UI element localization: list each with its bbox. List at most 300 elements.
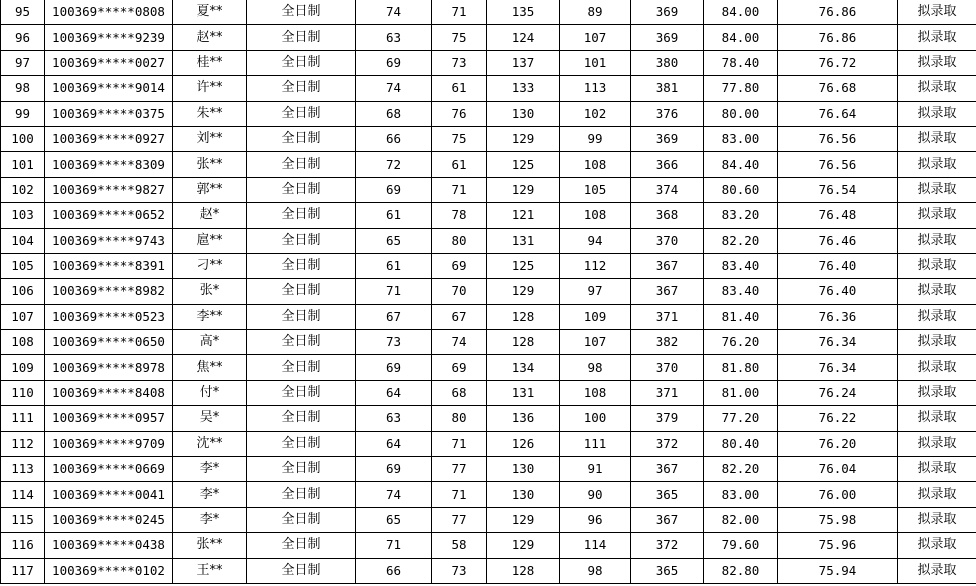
score2-cell: 80	[432, 406, 487, 431]
table-row	[1, 50, 976, 75]
interview-score-cell: 77.20	[704, 406, 778, 431]
rank-cell: 96	[1, 25, 45, 50]
rank-cell: 99	[1, 101, 45, 126]
table-row	[1, 177, 976, 202]
score4-cell: 111	[560, 431, 631, 456]
table-body	[1, 0, 976, 583]
status-cell: 拟录取	[898, 101, 976, 126]
rank-cell: 107	[1, 304, 45, 329]
name-cell: 赵*	[173, 203, 247, 228]
total-score-cell: 371	[631, 380, 704, 405]
score2-cell: 71	[432, 177, 487, 202]
score2-cell: 61	[432, 76, 487, 101]
table-row	[1, 279, 976, 304]
score1-cell: 64	[356, 380, 432, 405]
study-mode-cell: 全日制	[247, 304, 356, 329]
final-score-cell: 76.46	[778, 228, 898, 253]
score2-cell: 78	[432, 203, 487, 228]
rank-cell: 109	[1, 355, 45, 380]
score4-cell: 112	[560, 253, 631, 278]
final-score-cell: 75.98	[778, 507, 898, 532]
final-score-cell: 76.86	[778, 25, 898, 50]
score4-cell: 105	[560, 177, 631, 202]
total-score-cell: 367	[631, 507, 704, 532]
total-score-cell: 368	[631, 203, 704, 228]
table-row	[1, 330, 976, 355]
study-mode-cell: 全日制	[247, 228, 356, 253]
table-row	[1, 203, 976, 228]
study-mode-cell: 全日制	[247, 457, 356, 482]
name-cell: 夏**	[173, 0, 247, 25]
score3-cell: 131	[487, 380, 560, 405]
total-score-cell: 369	[631, 126, 704, 151]
final-score-cell: 76.68	[778, 76, 898, 101]
candidate-id-cell: 100369*****0523	[45, 304, 173, 329]
status-cell: 拟录取	[898, 25, 976, 50]
total-score-cell: 371	[631, 304, 704, 329]
study-mode-cell: 全日制	[247, 558, 356, 583]
score3-cell: 121	[487, 203, 560, 228]
name-cell: 李*	[173, 482, 247, 507]
score1-cell: 69	[356, 355, 432, 380]
total-score-cell: 370	[631, 228, 704, 253]
study-mode-cell: 全日制	[247, 482, 356, 507]
score1-cell: 66	[356, 558, 432, 583]
table-row	[1, 482, 976, 507]
rank-cell: 98	[1, 76, 45, 101]
score4-cell: 107	[560, 330, 631, 355]
study-mode-cell: 全日制	[247, 380, 356, 405]
rank-cell: 111	[1, 406, 45, 431]
score2-cell: 77	[432, 507, 487, 532]
score1-cell: 73	[356, 330, 432, 355]
study-mode-cell: 全日制	[247, 507, 356, 532]
name-cell: 桂**	[173, 50, 247, 75]
status-cell: 拟录取	[898, 533, 976, 558]
name-cell: 许**	[173, 76, 247, 101]
final-score-cell: 75.94	[778, 558, 898, 583]
name-cell: 李**	[173, 304, 247, 329]
score1-cell: 63	[356, 25, 432, 50]
score4-cell: 98	[560, 355, 631, 380]
table-row	[1, 380, 976, 405]
score4-cell: 108	[560, 380, 631, 405]
rank-cell: 117	[1, 558, 45, 583]
candidate-id-cell: 100369*****8309	[45, 152, 173, 177]
candidate-id-cell: 100369*****8978	[45, 355, 173, 380]
interview-score-cell: 82.20	[704, 228, 778, 253]
status-cell: 拟录取	[898, 457, 976, 482]
interview-score-cell: 77.80	[704, 76, 778, 101]
final-score-cell: 76.40	[778, 279, 898, 304]
status-cell: 拟录取	[898, 558, 976, 583]
score3-cell: 137	[487, 50, 560, 75]
candidate-id-cell: 100369*****9014	[45, 76, 173, 101]
score3-cell: 131	[487, 228, 560, 253]
rank-cell: 115	[1, 507, 45, 532]
total-score-cell: 372	[631, 431, 704, 456]
candidate-id-cell: 100369*****0438	[45, 533, 173, 558]
final-score-cell: 76.00	[778, 482, 898, 507]
score2-cell: 73	[432, 558, 487, 583]
final-score-cell: 76.56	[778, 126, 898, 151]
rank-cell: 116	[1, 533, 45, 558]
score1-cell: 69	[356, 457, 432, 482]
candidate-id-cell: 100369*****0652	[45, 203, 173, 228]
candidate-id-cell: 100369*****0650	[45, 330, 173, 355]
candidate-id-cell: 100369*****8408	[45, 380, 173, 405]
total-score-cell: 366	[631, 152, 704, 177]
status-cell: 拟录取	[898, 177, 976, 202]
final-score-cell: 76.64	[778, 101, 898, 126]
study-mode-cell: 全日制	[247, 126, 356, 151]
score4-cell: 114	[560, 533, 631, 558]
total-score-cell: 379	[631, 406, 704, 431]
total-score-cell: 367	[631, 279, 704, 304]
score3-cell: 126	[487, 431, 560, 456]
score4-cell: 97	[560, 279, 631, 304]
status-cell: 拟录取	[898, 380, 976, 405]
final-score-cell: 76.22	[778, 406, 898, 431]
status-cell: 拟录取	[898, 0, 976, 25]
candidate-id-cell: 100369*****0245	[45, 507, 173, 532]
final-score-cell: 76.36	[778, 304, 898, 329]
study-mode-cell: 全日制	[247, 25, 356, 50]
candidate-id-cell: 100369*****0041	[45, 482, 173, 507]
study-mode-cell: 全日制	[247, 203, 356, 228]
score4-cell: 108	[560, 152, 631, 177]
score3-cell: 129	[487, 533, 560, 558]
interview-score-cell: 78.40	[704, 50, 778, 75]
score2-cell: 58	[432, 533, 487, 558]
score3-cell: 128	[487, 558, 560, 583]
total-score-cell: 381	[631, 76, 704, 101]
study-mode-cell: 全日制	[247, 406, 356, 431]
score3-cell: 130	[487, 101, 560, 126]
candidate-id-cell: 100369*****0927	[45, 126, 173, 151]
score4-cell: 100	[560, 406, 631, 431]
score1-cell: 65	[356, 507, 432, 532]
name-cell: 张*	[173, 279, 247, 304]
interview-score-cell: 80.40	[704, 431, 778, 456]
name-cell: 李*	[173, 457, 247, 482]
study-mode-cell: 全日制	[247, 533, 356, 558]
final-score-cell: 76.34	[778, 330, 898, 355]
rank-cell: 106	[1, 279, 45, 304]
interview-score-cell: 80.00	[704, 101, 778, 126]
score1-cell: 61	[356, 203, 432, 228]
score2-cell: 75	[432, 25, 487, 50]
score1-cell: 63	[356, 406, 432, 431]
interview-score-cell: 83.00	[704, 482, 778, 507]
table-row	[1, 126, 976, 151]
final-score-cell: 76.56	[778, 152, 898, 177]
rank-cell: 113	[1, 457, 45, 482]
score1-cell: 74	[356, 0, 432, 25]
study-mode-cell: 全日制	[247, 101, 356, 126]
name-cell: 王**	[173, 558, 247, 583]
score4-cell: 99	[560, 126, 631, 151]
score4-cell: 89	[560, 0, 631, 25]
final-score-cell: 76.54	[778, 177, 898, 202]
score3-cell: 129	[487, 279, 560, 304]
score1-cell: 71	[356, 279, 432, 304]
score2-cell: 61	[432, 152, 487, 177]
status-cell: 拟录取	[898, 431, 976, 456]
score1-cell: 66	[356, 126, 432, 151]
interview-score-cell: 80.60	[704, 177, 778, 202]
status-cell: 拟录取	[898, 482, 976, 507]
total-score-cell: 367	[631, 253, 704, 278]
name-cell: 付*	[173, 380, 247, 405]
rank-cell: 105	[1, 253, 45, 278]
table-row	[1, 101, 976, 126]
table-row	[1, 228, 976, 253]
total-score-cell: 374	[631, 177, 704, 202]
score1-cell: 72	[356, 152, 432, 177]
score4-cell: 102	[560, 101, 631, 126]
status-cell: 拟录取	[898, 76, 976, 101]
candidate-id-cell: 100369*****9709	[45, 431, 173, 456]
score3-cell: 130	[487, 457, 560, 482]
candidate-id-cell: 100369*****0669	[45, 457, 173, 482]
score4-cell: 107	[560, 25, 631, 50]
score1-cell: 64	[356, 431, 432, 456]
total-score-cell: 372	[631, 533, 704, 558]
interview-score-cell: 79.60	[704, 533, 778, 558]
status-cell: 拟录取	[898, 330, 976, 355]
score3-cell: 136	[487, 406, 560, 431]
name-cell: 沈**	[173, 431, 247, 456]
name-cell: 扈**	[173, 228, 247, 253]
score4-cell: 98	[560, 558, 631, 583]
total-score-cell: 369	[631, 0, 704, 25]
score3-cell: 135	[487, 0, 560, 25]
table-row	[1, 253, 976, 278]
study-mode-cell: 全日制	[247, 253, 356, 278]
score2-cell: 67	[432, 304, 487, 329]
interview-score-cell: 81.00	[704, 380, 778, 405]
study-mode-cell: 全日制	[247, 279, 356, 304]
score1-cell: 69	[356, 177, 432, 202]
score4-cell: 96	[560, 507, 631, 532]
total-score-cell: 376	[631, 101, 704, 126]
score2-cell: 80	[432, 228, 487, 253]
status-cell: 拟录取	[898, 152, 976, 177]
score4-cell: 108	[560, 203, 631, 228]
table-row	[1, 304, 976, 329]
score2-cell: 73	[432, 50, 487, 75]
candidate-id-cell: 100369*****0102	[45, 558, 173, 583]
table-row	[1, 533, 976, 558]
score2-cell: 76	[432, 101, 487, 126]
score3-cell: 125	[487, 253, 560, 278]
score1-cell: 74	[356, 482, 432, 507]
interview-score-cell: 84.00	[704, 25, 778, 50]
score3-cell: 129	[487, 507, 560, 532]
score2-cell: 71	[432, 431, 487, 456]
candidate-id-cell: 100369*****0375	[45, 101, 173, 126]
candidate-id-cell: 100369*****9827	[45, 177, 173, 202]
table-row	[1, 558, 976, 583]
rank-cell: 112	[1, 431, 45, 456]
name-cell: 刘**	[173, 126, 247, 151]
rank-cell: 102	[1, 177, 45, 202]
final-score-cell: 76.04	[778, 457, 898, 482]
score1-cell: 68	[356, 101, 432, 126]
study-mode-cell: 全日制	[247, 177, 356, 202]
interview-score-cell: 82.20	[704, 457, 778, 482]
score3-cell: 130	[487, 482, 560, 507]
name-cell: 赵**	[173, 25, 247, 50]
final-score-cell: 75.96	[778, 533, 898, 558]
interview-score-cell: 81.80	[704, 355, 778, 380]
score1-cell: 71	[356, 533, 432, 558]
score2-cell: 75	[432, 126, 487, 151]
status-cell: 拟录取	[898, 50, 976, 75]
rank-cell: 100	[1, 126, 45, 151]
rank-cell: 114	[1, 482, 45, 507]
status-cell: 拟录取	[898, 279, 976, 304]
name-cell: 李*	[173, 507, 247, 532]
final-score-cell: 76.40	[778, 253, 898, 278]
final-score-cell: 76.34	[778, 355, 898, 380]
final-score-cell: 76.72	[778, 50, 898, 75]
score2-cell: 69	[432, 253, 487, 278]
score1-cell: 74	[356, 76, 432, 101]
status-cell: 拟录取	[898, 507, 976, 532]
total-score-cell: 365	[631, 482, 704, 507]
score2-cell: 70	[432, 279, 487, 304]
interview-score-cell: 83.00	[704, 126, 778, 151]
score4-cell: 91	[560, 457, 631, 482]
interview-score-cell: 83.40	[704, 253, 778, 278]
name-cell: 高*	[173, 330, 247, 355]
interview-score-cell: 84.40	[704, 152, 778, 177]
candidate-id-cell: 100369*****9239	[45, 25, 173, 50]
score4-cell: 90	[560, 482, 631, 507]
study-mode-cell: 全日制	[247, 330, 356, 355]
study-mode-cell: 全日制	[247, 152, 356, 177]
interview-score-cell: 82.80	[704, 558, 778, 583]
score4-cell: 94	[560, 228, 631, 253]
score3-cell: 129	[487, 126, 560, 151]
final-score-cell: 76.86	[778, 0, 898, 25]
table-row	[1, 431, 976, 456]
candidate-id-cell: 100369*****9743	[45, 228, 173, 253]
rank-cell: 101	[1, 152, 45, 177]
name-cell: 朱**	[173, 101, 247, 126]
candidate-id-cell: 100369*****8391	[45, 253, 173, 278]
score4-cell: 113	[560, 76, 631, 101]
score2-cell: 68	[432, 380, 487, 405]
score4-cell: 109	[560, 304, 631, 329]
interview-score-cell: 84.00	[704, 0, 778, 25]
candidate-id-cell: 100369*****0027	[45, 50, 173, 75]
total-score-cell: 369	[631, 25, 704, 50]
score3-cell: 128	[487, 304, 560, 329]
score2-cell: 74	[432, 330, 487, 355]
rank-cell: 104	[1, 228, 45, 253]
score3-cell: 125	[487, 152, 560, 177]
total-score-cell: 365	[631, 558, 704, 583]
score1-cell: 67	[356, 304, 432, 329]
rank-cell: 108	[1, 330, 45, 355]
status-cell: 拟录取	[898, 228, 976, 253]
final-score-cell: 76.20	[778, 431, 898, 456]
table-row	[1, 507, 976, 532]
status-cell: 拟录取	[898, 253, 976, 278]
final-score-cell: 76.48	[778, 203, 898, 228]
study-mode-cell: 全日制	[247, 50, 356, 75]
name-cell: 吴*	[173, 406, 247, 431]
table-row	[1, 406, 976, 431]
total-score-cell: 380	[631, 50, 704, 75]
table-row	[1, 76, 976, 101]
score4-cell: 101	[560, 50, 631, 75]
rank-cell: 97	[1, 50, 45, 75]
interview-score-cell: 76.20	[704, 330, 778, 355]
name-cell: 张**	[173, 533, 247, 558]
interview-score-cell: 81.40	[704, 304, 778, 329]
candidate-id-cell: 100369*****0808	[45, 0, 173, 25]
name-cell: 刁**	[173, 253, 247, 278]
interview-score-cell: 83.20	[704, 203, 778, 228]
table-row	[1, 25, 976, 50]
final-score-cell: 76.24	[778, 380, 898, 405]
table-row	[1, 152, 976, 177]
score3-cell: 128	[487, 330, 560, 355]
name-cell: 郭**	[173, 177, 247, 202]
table-row	[1, 355, 976, 380]
score1-cell: 65	[356, 228, 432, 253]
study-mode-cell: 全日制	[247, 76, 356, 101]
interview-score-cell: 82.00	[704, 507, 778, 532]
score3-cell: 134	[487, 355, 560, 380]
total-score-cell: 367	[631, 457, 704, 482]
score2-cell: 77	[432, 457, 487, 482]
score3-cell: 129	[487, 177, 560, 202]
study-mode-cell: 全日制	[247, 355, 356, 380]
rank-cell: 103	[1, 203, 45, 228]
status-cell: 拟录取	[898, 355, 976, 380]
rank-cell: 110	[1, 380, 45, 405]
interview-score-cell: 83.40	[704, 279, 778, 304]
study-mode-cell: 全日制	[247, 431, 356, 456]
score3-cell: 133	[487, 76, 560, 101]
status-cell: 拟录取	[898, 304, 976, 329]
status-cell: 拟录取	[898, 406, 976, 431]
total-score-cell: 370	[631, 355, 704, 380]
table-row	[1, 0, 976, 25]
score2-cell: 71	[432, 482, 487, 507]
candidate-id-cell: 100369*****8982	[45, 279, 173, 304]
status-cell: 拟录取	[898, 203, 976, 228]
table-row	[1, 457, 976, 482]
score2-cell: 69	[432, 355, 487, 380]
name-cell: 焦**	[173, 355, 247, 380]
score2-cell: 71	[432, 0, 487, 25]
score1-cell: 61	[356, 253, 432, 278]
name-cell: 张**	[173, 152, 247, 177]
total-score-cell: 382	[631, 330, 704, 355]
candidate-id-cell: 100369*****0957	[45, 406, 173, 431]
score1-cell: 69	[356, 50, 432, 75]
study-mode-cell: 全日制	[247, 0, 356, 25]
status-cell: 拟录取	[898, 126, 976, 151]
score3-cell: 124	[487, 25, 560, 50]
rank-cell: 95	[1, 0, 45, 25]
